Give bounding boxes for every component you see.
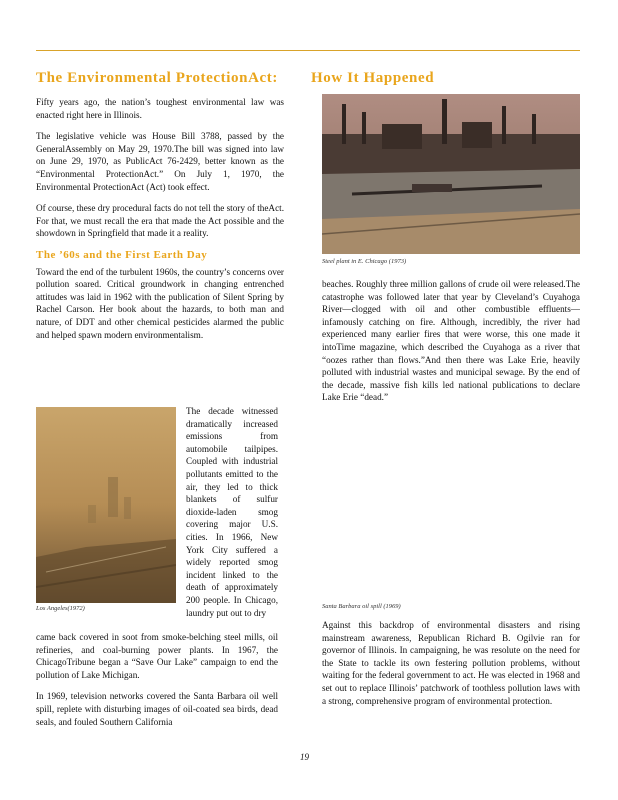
decade-paragraph-wrap (186, 405, 278, 631)
intro-paragraph-2: The legislative vehicle was House Bill 3788, passed by the GeneralAssembly on May 29, 1970.The bill was signed into law on June 29, 1970, as PublicAct 76-2429, better known as the “Environmental ProtectionAct.” On July 1, 1970, the Environmental ProtectionAct (Act) took effect. (36, 131, 284, 192)
decade-paragraph: The decade witnessed dramatically increased emissions from automobile tailpipes. Coupled with industrial pollutants emitted to the air, they led to thick blankets of sulfur dioxide-laden smog covering major U.S. cities. In 1966, New York City suffered a widely reported smog incident linked to the death of approximately 200 people. In Chicago, laundry put out to dry (186, 406, 278, 618)
spill-paragraph: In 1969, television networks covered the Santa Barbara oil well spill, replete with disturbing images of oil-coated sea birds, dead seals, and fouled Southern California (36, 691, 278, 727)
right-paragraph-2: Against this backdrop of environmental disasters and rising mainstream awareness, Republican Richard B. Ogilvie ran for governor of Illinois. In campaigning, he was resolute on the need for the State to tackle its own festering pollution problems, without waiting for the federal government to act. He was elected in 1968 and set out to replace Illinois’ patchwork of toothless pollution laws with a strong, comprehensive program of environmental protection. (322, 620, 580, 706)
santa-barbara-caption: Santa Barbara oil spill (1969) (322, 603, 401, 610)
intro-paragraph-1: Fifty years ago, the nation’s toughest environmental law was enacted right here in Illinois. (36, 97, 284, 120)
la-smog-photo (36, 407, 176, 603)
page-title: The Environmental ProtectionAct: (36, 70, 278, 86)
left-column-top (36, 96, 284, 350)
header-rule (36, 50, 580, 51)
la-photo-caption: Los Angeles(1972) (36, 605, 85, 612)
steel-plant-photo (322, 94, 580, 254)
left-column-bottom (36, 631, 278, 737)
intro-paragraph-3: Of course, these dry procedural facts do not tell the story of theAct. For that, we must recall the era that made the Act possible and the showdown in Springfield that made it a reality. (36, 203, 284, 239)
right-column-top (322, 278, 580, 413)
page-number: 19 (300, 752, 309, 762)
right-paragraph-1: beaches. Roughly three million gallons of crude oil were released.The catastrophe was followed later that year by Cleveland’s Cuyahoga River—clogged with oil and other combustible effluents—infamously catching on fire. Although, incredibly, the river had experienced many earlier fires that were worse, this one made it intoTime magazine, which described the Cuyahoga as a river that “oozes rather than flows.”And then there was Lake Erie, heavily polluted with industrial wastes and municipal sewage. By the end of the decade, massive fish kills led national publications to declare Lake Erie “dead.” (322, 279, 580, 403)
decade-paragraph-tail: came back covered in soot from smoke-belching steel mills, oil refineries, and coal-burning power plants. In 1967, the ChicagoTribune began a “Save Our Lake” campaign to end the pollution of Lake Michigan. (36, 632, 278, 680)
section-paragraph: Toward the end of the turbulent 1960s, the country’s concerns over pollution soared. Critical groundwork in changing entrenched attitudes was laid in 1962 with the publication of Silent Spring by Rachel Carson. Her book about the hazards, to both man and nature, of DDT and other chemical pesticides alarmed the public and helped spawn modern environmentalism. (36, 266, 284, 340)
section-heading: The ’60s and the First Earth Day (36, 248, 208, 261)
right-column-bottom (322, 619, 580, 716)
page-title-continued: How It Happened (311, 70, 435, 86)
steel-plant-caption: Steel plant in E. Chicago (1973) (322, 258, 407, 265)
